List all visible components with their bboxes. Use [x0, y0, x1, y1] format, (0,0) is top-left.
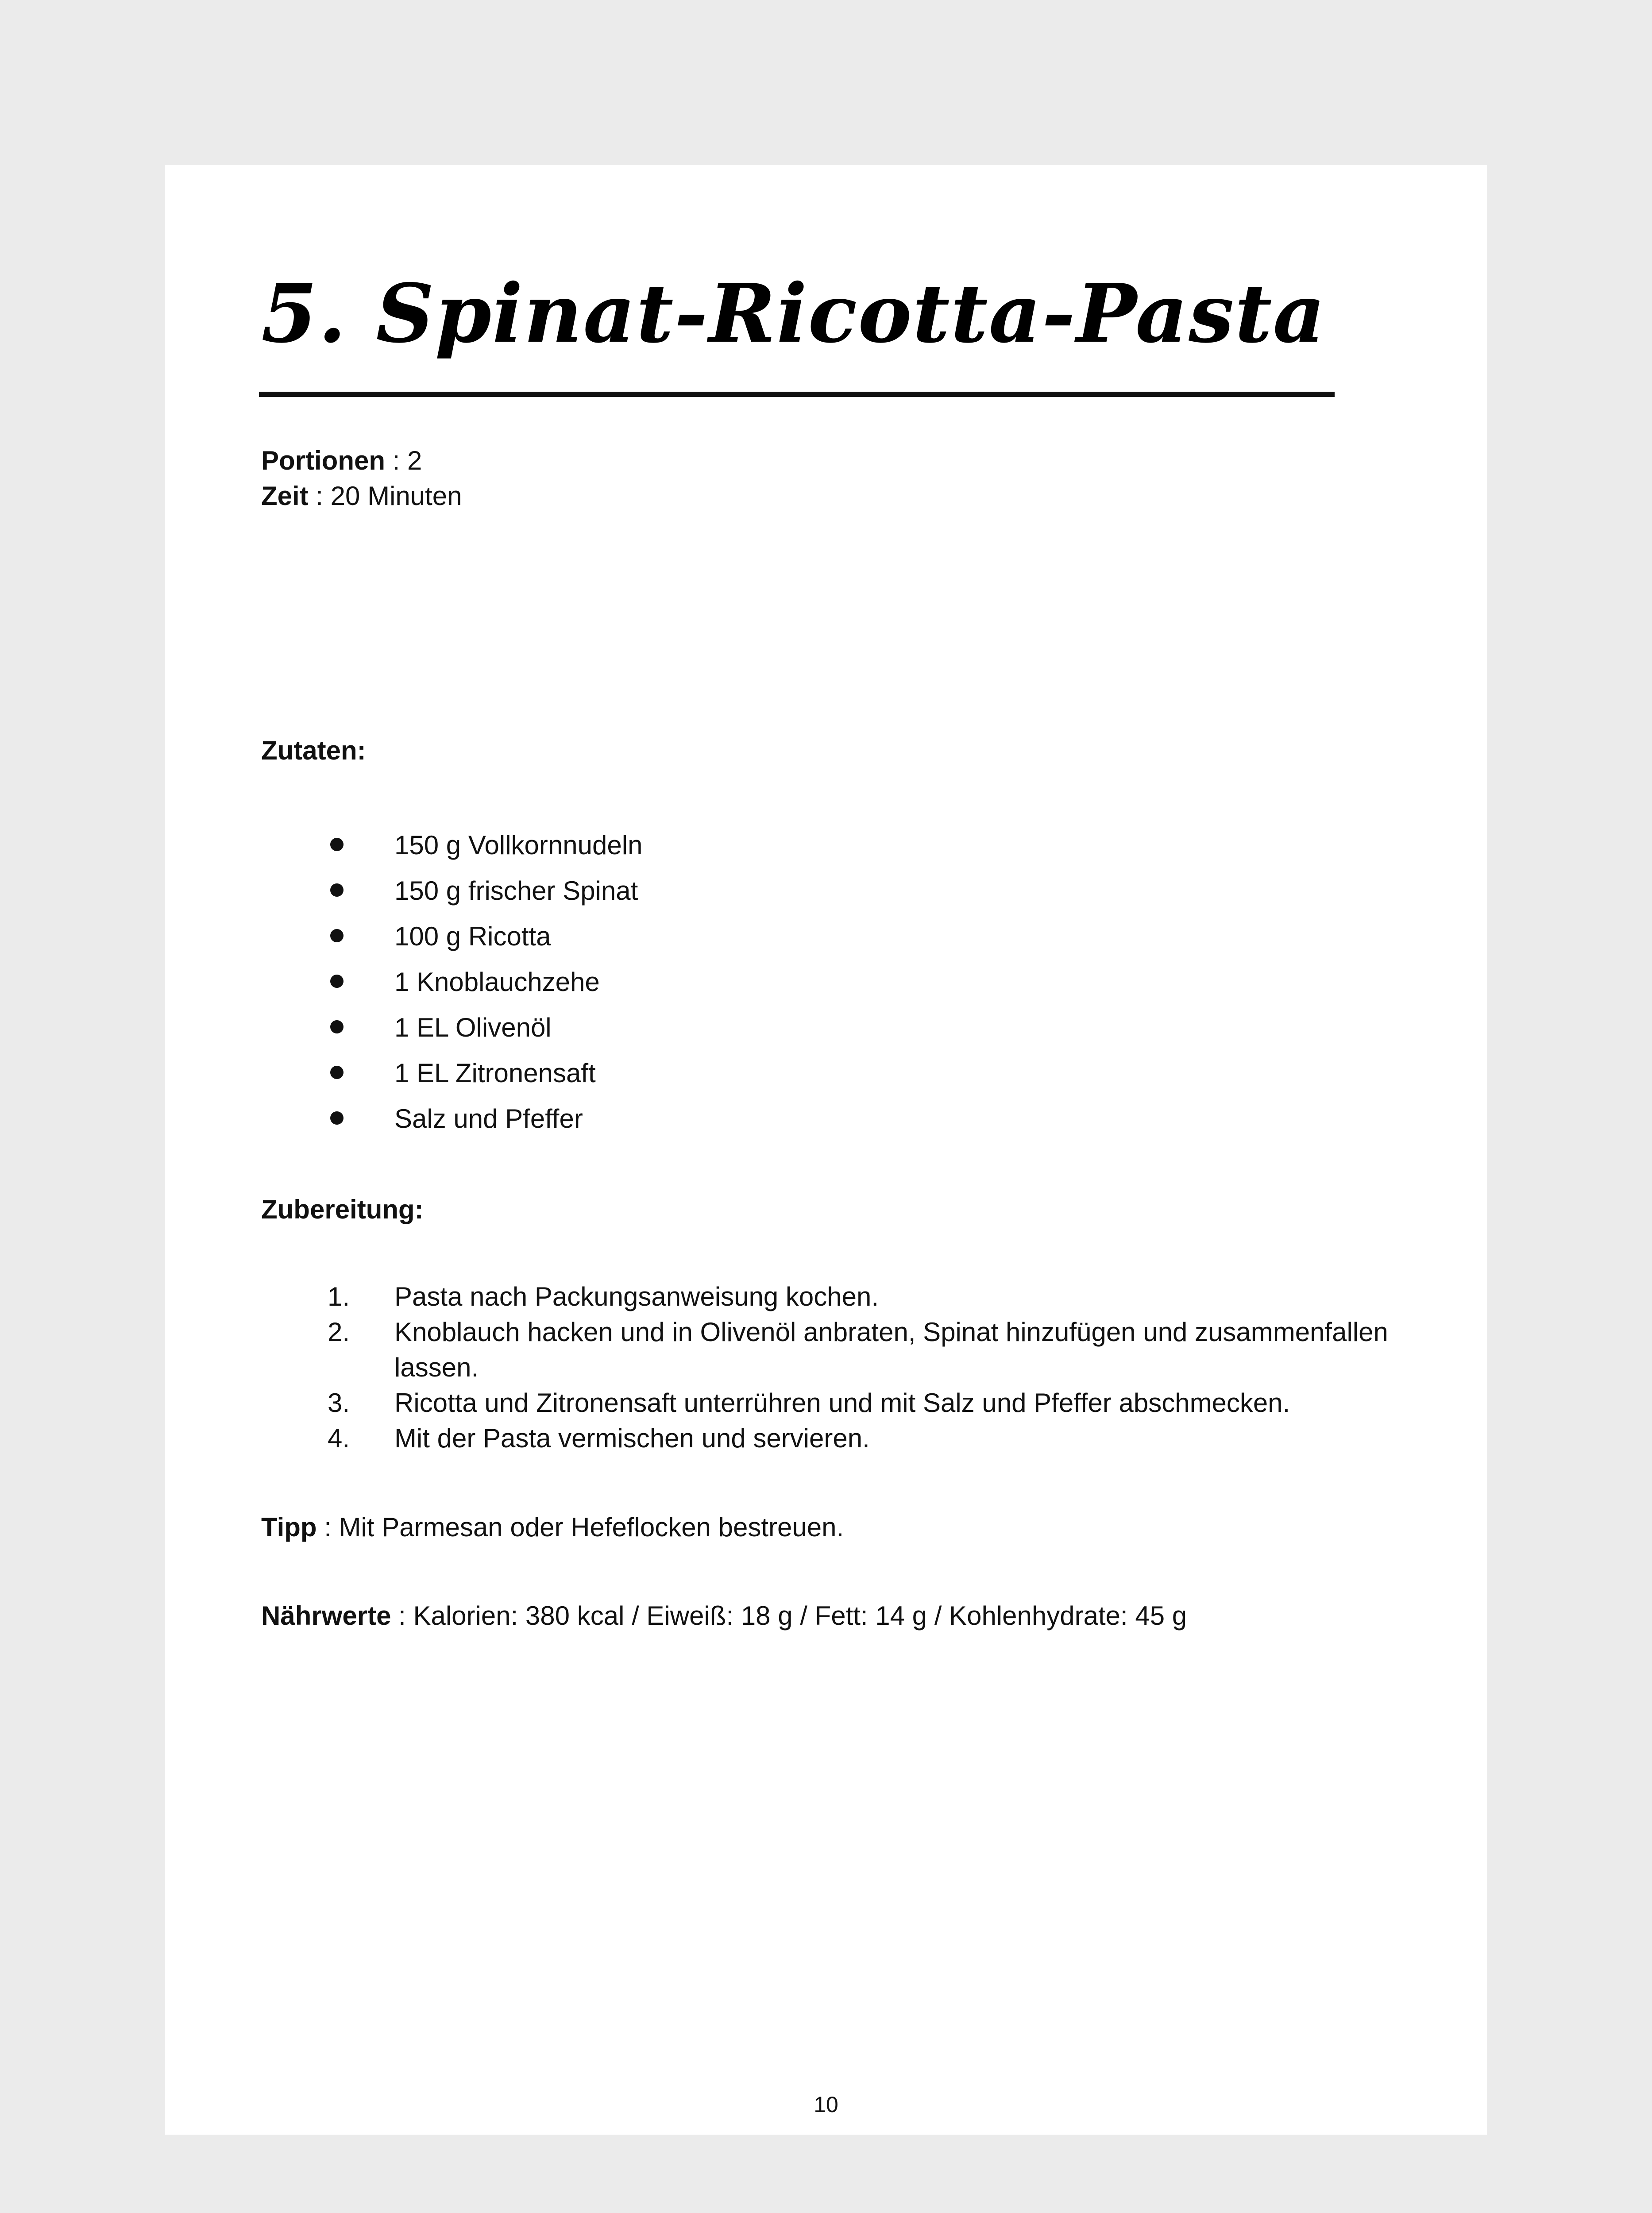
- step-item: [165, 1385, 1487, 1421]
- recipe-title: 5. Spinat-Ricotta-Pasta: [261, 266, 1326, 361]
- step-text: Mit der Pasta vermischen und servieren.: [394, 1423, 870, 1453]
- page-number: 10: [814, 2092, 838, 2117]
- step-item: [165, 1421, 1487, 1456]
- preparation-steps: [165, 1279, 1487, 1456]
- tip-text: : Mit Parmesan oder Hefeflocken bestreuen.: [317, 1512, 844, 1542]
- ingredient-item: [165, 1056, 1487, 1101]
- bullet-icon: [330, 929, 344, 942]
- bullet-icon: [330, 1020, 344, 1033]
- ingredient-text: 150 g Vollkornnudeln: [394, 830, 643, 860]
- bullet-icon: [330, 1111, 344, 1125]
- nutrition-line: [261, 1598, 1187, 1634]
- step-text: Ricotta und Zitronensaft unterrühren und mit Salz und Pfeffer abschmecken.: [394, 1388, 1290, 1418]
- ingredient-item: [165, 919, 1487, 964]
- ingredient-item: [165, 1101, 1487, 1147]
- ingredient-item: [165, 873, 1487, 919]
- time-label: Zeit: [261, 481, 309, 511]
- bullet-icon: [330, 838, 344, 851]
- tip-line: [261, 1510, 844, 1545]
- ingredient-text: 1 EL Zitronensaft: [394, 1058, 596, 1088]
- ingredient-item: [165, 964, 1487, 1010]
- step-number: 3.: [328, 1388, 350, 1418]
- time-row: [261, 478, 462, 514]
- tip-label: Tipp: [261, 1512, 317, 1542]
- nutrition-text: : Kalorien: 380 kcal / Eiweiß: 18 g / Fett: 14 g / Kohlenhydrate: 45 g: [391, 1601, 1187, 1631]
- ingredient-text: 100 g Ricotta: [394, 921, 551, 951]
- bullet-icon: [330, 975, 344, 988]
- time-value: : 20 Minuten: [308, 481, 462, 511]
- portions-label: Portionen: [261, 446, 385, 475]
- ingredients-list: [165, 828, 1487, 1147]
- recipe-meta: [261, 443, 462, 514]
- step-text: Pasta nach Packungsanweisung kochen.: [394, 1282, 879, 1311]
- step-text: Knoblauch hacken und in Olivenöl anbraten, Spinat hinzufügen und zusammenfallen lassen.: [394, 1317, 1388, 1382]
- ingredients-heading: Zutaten:: [261, 736, 366, 765]
- ingredient-text: 1 Knoblauchzehe: [394, 967, 600, 997]
- ingredient-item: [165, 1010, 1487, 1056]
- portions-value: : 2: [385, 446, 422, 475]
- title-underline: [259, 392, 1335, 397]
- bullet-icon: [330, 883, 344, 897]
- nutrition-label: Nährwerte: [261, 1601, 391, 1631]
- bullet-icon: [330, 1066, 344, 1079]
- document-page: [165, 165, 1487, 2135]
- step-item: [165, 1279, 1487, 1315]
- preparation-heading: Zubereitung:: [261, 1195, 424, 1224]
- ingredient-item: [165, 828, 1487, 873]
- ingredient-text: 150 g frischer Spinat: [394, 876, 638, 906]
- step-number: 2.: [328, 1317, 350, 1347]
- step-number: 4.: [328, 1423, 350, 1453]
- step-number: 1.: [328, 1282, 350, 1311]
- ingredient-text: Salz und Pfeffer: [394, 1104, 583, 1133]
- portions-row: [261, 443, 462, 478]
- ingredient-text: 1 EL Olivenöl: [394, 1013, 552, 1042]
- step-item: [165, 1315, 1487, 1385]
